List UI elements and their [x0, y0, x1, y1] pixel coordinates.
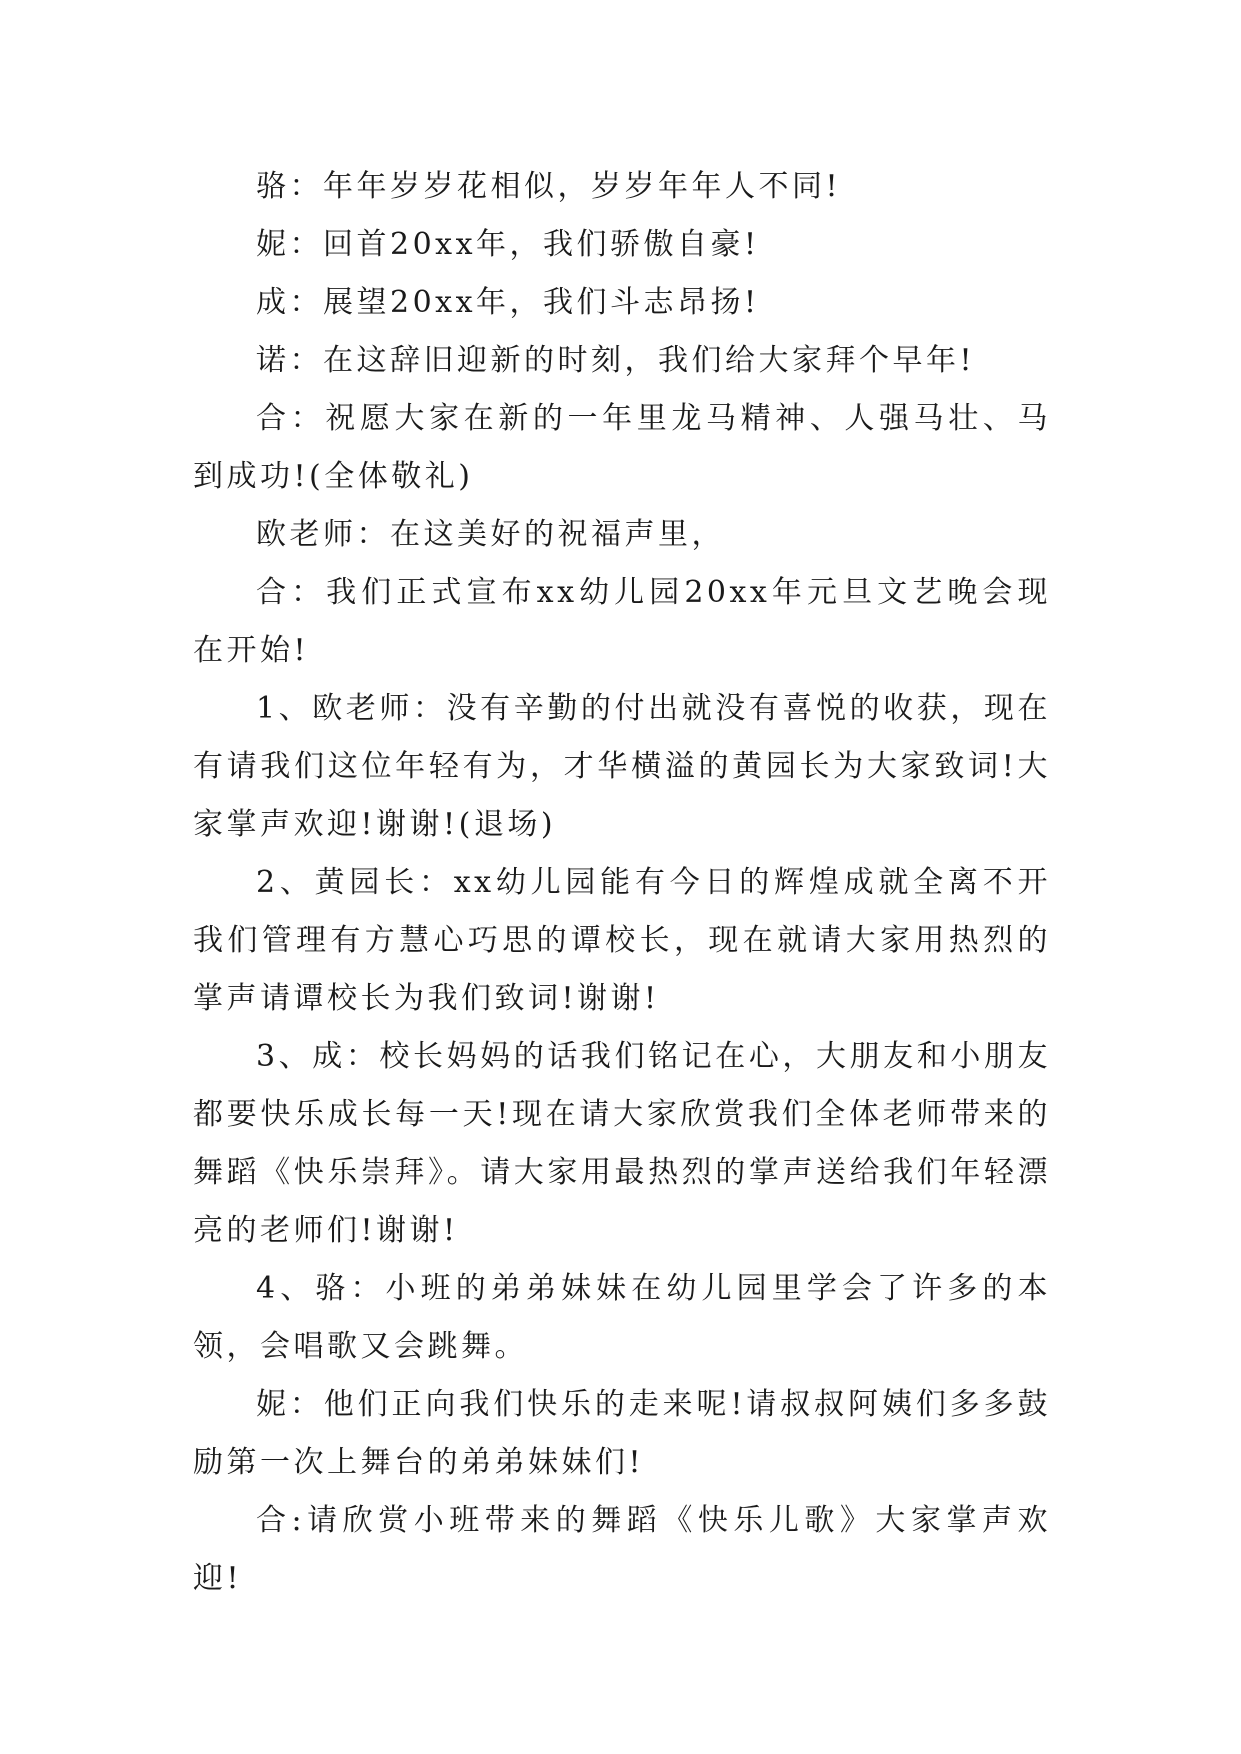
paragraph-4: 诺：在这辞旧迎新的时刻，我们给大家拜个早年!: [256, 343, 976, 378]
paragraph-10: 3、成：校长妈妈的话我们铭记在心，大朋友和小朋友都要快乐成长每一天!现在请大家欣赏我们全体老师带来的舞蹈《快乐崇拜》。请大家用最热烈的掌声送给我们年轻漂亮的老师们!谢谢!: [193, 1039, 1051, 1248]
paragraph-12: 妮：他们正向我们快乐的走来呢!请叔叔阿姨们多多鼓励第一次上舞台的弟弟妹妹们!: [193, 1387, 1051, 1480]
paragraph-8: 1、欧老师：没有辛勤的付出就没有喜悦的收获，现在有请我们这位年轻有为，才华横溢的黄园长为大家致词!大家掌声欢迎!谢谢!(退场): [193, 691, 1051, 842]
paragraph-1: 骆：年年岁岁花相似，岁岁年年人不同!: [256, 169, 842, 204]
paragraph-2: 妮：回首20xx年，我们骄傲自豪!: [256, 227, 760, 262]
paragraph-3: 成：展望20xx年，我们斗志昂扬!: [256, 285, 760, 320]
paragraph-11: 4、骆：小班的弟弟妹妹在幼儿园里学会了许多的本领，会唱歌又会跳舞。: [193, 1271, 1051, 1364]
paragraph-6: 欧老师：在这美好的祝福声里，: [256, 517, 725, 552]
document-body: [193, 158, 1051, 1608]
paragraph-5: 合：祝愿大家在新的一年里龙马精神、人强马壮、马到成功!(全体敬礼): [193, 401, 1051, 494]
paragraph-13: 合:请欣赏小班带来的舞蹈《快乐儿歌》大家掌声欢迎!: [193, 1503, 1051, 1596]
paragraph-7: 合：我们正式宣布xx幼儿园20xx年元旦文艺晚会现在开始!: [193, 575, 1051, 668]
paragraph-9: 2、黄园长：xx幼儿园能有今日的辉煌成就全离不开我们管理有方慧心巧思的谭校长，现在就请大家用热烈的掌声请谭校长为我们致词!谢谢!: [193, 865, 1051, 1016]
